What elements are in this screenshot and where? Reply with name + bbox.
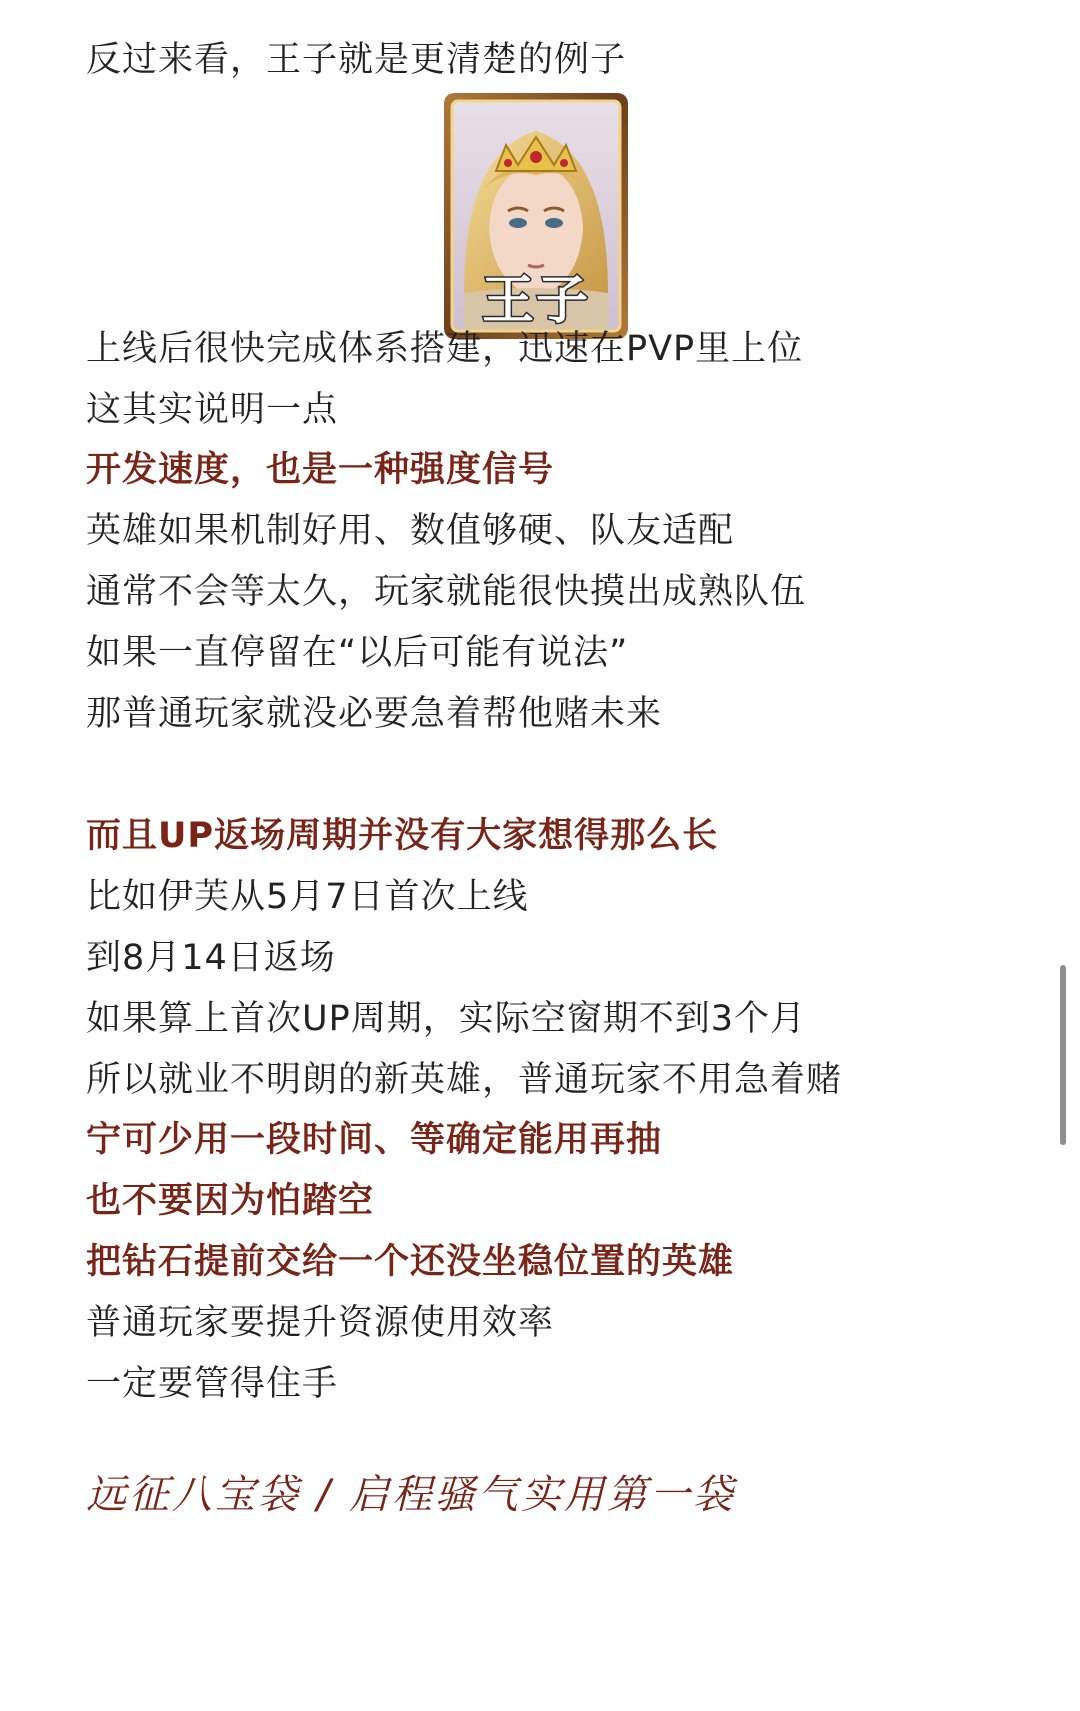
- hero-card-label: 王子: [481, 271, 590, 331]
- footer-link[interactable]: 远征八宝袋 / 启程骚气实用第一袋: [86, 1472, 736, 1518]
- text-line: 通常不会等太久，玩家就能很快摸出成熟队伍: [86, 572, 807, 612]
- text-line: 到8月14日返场: [86, 938, 336, 978]
- text-line: 这其实说明一点: [86, 390, 339, 430]
- scrollbar[interactable]: [1060, 965, 1066, 1145]
- highlight-line: 开发速度，也是一种强度信号: [86, 450, 555, 490]
- text-line: 反过来看，王子就是更清楚的例子: [86, 40, 627, 80]
- text-line: 普通玩家要提升资源使用效率: [86, 1303, 555, 1343]
- text-line: 那普通玩家就没必要急着帮他赌未来: [86, 694, 663, 734]
- text-line: 英雄如果机制好用、数值够硬、队友适配: [86, 511, 735, 551]
- text-line: 上线后很快完成体系搭建，迅速在PVP里上位: [86, 329, 804, 369]
- text-line: 所以就业不明朗的新英雄，普通玩家不用急着赌: [86, 1060, 843, 1100]
- highlight-line: 也不要因为怕踏空: [86, 1181, 375, 1221]
- text-line: 如果算上首次UP周期，实际空窗期不到3个月: [86, 999, 806, 1039]
- highlight-line: 把钻石提前交给一个还没坐稳位置的英雄: [86, 1242, 735, 1282]
- text-line: 比如伊芙从5月7日首次上线: [86, 877, 529, 917]
- highlight-line: 而且UP返场周期并没有大家想得那么长: [86, 816, 719, 856]
- text-line: 一定要管得住手: [86, 1364, 339, 1404]
- hero-card-image: [444, 93, 628, 339]
- highlight-line: 宁可少用一段时间、等确定能用再抽: [86, 1120, 663, 1160]
- text-line: 如果一直停留在“以后可能有说法”: [86, 633, 629, 673]
